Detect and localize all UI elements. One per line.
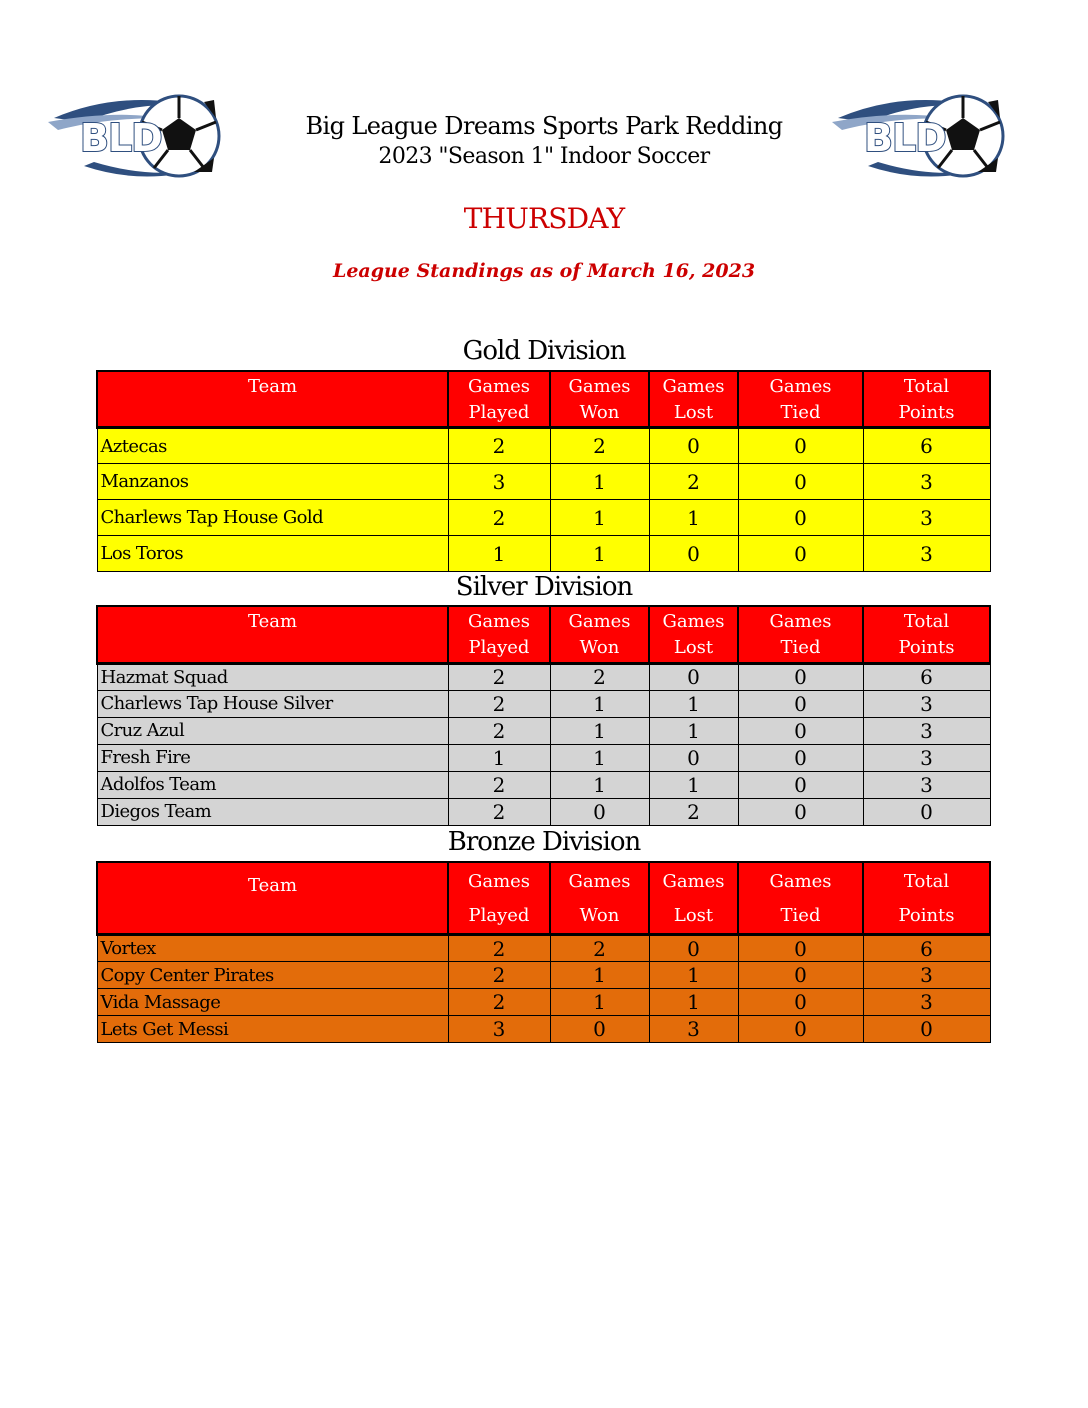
- team-name: Vida Massage: [97, 989, 448, 1016]
- team-name: Cruz Azul: [97, 717, 448, 744]
- bronze-division-table: [96, 861, 991, 1043]
- games-won: 2: [550, 663, 649, 690]
- col-header-team: Team: [97, 606, 448, 663]
- games-tied: 0: [738, 962, 863, 989]
- bronze-division-title: Bronze Division: [447, 827, 641, 857]
- col-header-games-lost: Games Lost: [649, 606, 738, 663]
- games-lost: 2: [649, 798, 738, 825]
- silver-division-title: Silver Division: [455, 572, 633, 602]
- team-name: Copy Center Pirates: [97, 962, 448, 989]
- total-points: 6: [863, 428, 990, 464]
- total-points: 3: [863, 771, 990, 798]
- games-lost: 1: [649, 690, 738, 717]
- col-header-games-tied: Games Tied: [738, 371, 863, 428]
- total-points: 0: [863, 798, 990, 825]
- games-tied: 0: [738, 500, 863, 536]
- games-tied: 0: [738, 428, 863, 464]
- team-name: Lets Get Messi: [97, 1016, 448, 1043]
- team-name: Vortex: [97, 935, 448, 962]
- table-row: [97, 744, 990, 771]
- games-lost: 1: [649, 989, 738, 1016]
- col-header-team: Team: [97, 862, 448, 935]
- games-lost: 1: [649, 962, 738, 989]
- col-header-total-points: Total Points: [863, 862, 990, 935]
- games-lost: 0: [649, 428, 738, 464]
- team-name: Diegos Team: [97, 798, 448, 825]
- col-header-games-played: Games Played: [448, 862, 550, 935]
- total-points: 3: [863, 962, 990, 989]
- games-played: 2: [448, 717, 550, 744]
- total-points: 6: [863, 663, 990, 690]
- games-won: 1: [550, 536, 649, 572]
- col-header-games-won: Games Won: [550, 371, 649, 428]
- col-header-games-tied: Games Tied: [738, 606, 863, 663]
- total-points: 0: [863, 1016, 990, 1043]
- games-lost: 0: [649, 663, 738, 690]
- table-row: [97, 771, 990, 798]
- total-points: 3: [863, 717, 990, 744]
- col-header-games-played: Games Played: [448, 606, 550, 663]
- games-won: 0: [550, 798, 649, 825]
- games-tied: 0: [738, 690, 863, 717]
- total-points: 3: [863, 536, 990, 572]
- col-header-games-tied: Games Tied: [738, 862, 863, 935]
- games-lost: 3: [649, 1016, 738, 1043]
- col-header-games-lost: Games Lost: [649, 371, 738, 428]
- table-row: [97, 500, 990, 536]
- gold-division-table: [96, 370, 991, 572]
- games-lost: 1: [649, 771, 738, 798]
- team-name: Aztecas: [97, 428, 448, 464]
- games-tied: 0: [738, 989, 863, 1016]
- logo-text: BLD: [80, 116, 162, 160]
- games-tied: 0: [738, 663, 863, 690]
- table-row: [97, 962, 990, 989]
- games-tied: 0: [738, 536, 863, 572]
- games-played: 3: [448, 464, 550, 500]
- games-won: 2: [550, 428, 649, 464]
- total-points: 3: [863, 464, 990, 500]
- games-won: 1: [550, 717, 649, 744]
- standings-date: League Standings as of March 16, 2023: [332, 260, 756, 282]
- games-lost: 0: [649, 536, 738, 572]
- games-lost: 1: [649, 500, 738, 536]
- table-row: [97, 536, 990, 572]
- table-row: [97, 690, 990, 717]
- games-won: 1: [550, 962, 649, 989]
- games-played: 2: [448, 663, 550, 690]
- day-heading: THURSDAY: [463, 202, 625, 235]
- team-name: Fresh Fire: [97, 744, 448, 771]
- table-row: [97, 935, 990, 962]
- games-lost: 0: [649, 744, 738, 771]
- team-name: Los Toros: [97, 536, 448, 572]
- games-won: 1: [550, 744, 649, 771]
- games-won: 0: [550, 1016, 649, 1043]
- table-row: [97, 1016, 990, 1043]
- games-played: 2: [448, 962, 550, 989]
- total-points: 3: [863, 989, 990, 1016]
- games-played: 2: [448, 989, 550, 1016]
- games-lost: 0: [649, 935, 738, 962]
- games-played: 2: [448, 690, 550, 717]
- games-won: 1: [550, 500, 649, 536]
- col-header-games-lost: Games Lost: [649, 862, 738, 935]
- games-lost: 1: [649, 717, 738, 744]
- page-subtitle: 2023 "Season 1" Indoor Soccer: [378, 144, 710, 169]
- games-tied: 0: [738, 717, 863, 744]
- games-tied: 0: [738, 1016, 863, 1043]
- games-played: 2: [448, 500, 550, 536]
- silver-rows: [97, 663, 990, 825]
- col-header-games-won: Games Won: [550, 862, 649, 935]
- table-row: [97, 428, 990, 464]
- games-won: 1: [550, 771, 649, 798]
- logo-text: BLD: [864, 116, 946, 160]
- team-name: Adolfos Team: [97, 771, 448, 798]
- team-name: Charlews Tap House Gold: [97, 500, 448, 536]
- table-row: [97, 717, 990, 744]
- team-name: Manzanos: [97, 464, 448, 500]
- games-lost: 2: [649, 464, 738, 500]
- games-tied: 0: [738, 771, 863, 798]
- table-row: [97, 663, 990, 690]
- team-name: Charlews Tap House Silver: [97, 690, 448, 717]
- games-played: 1: [448, 536, 550, 572]
- col-header-team: Team: [97, 371, 448, 428]
- games-won: 1: [550, 989, 649, 1016]
- total-points: 6: [863, 935, 990, 962]
- page-title: Big League Dreams Sports Park Redding: [305, 112, 783, 140]
- games-won: 2: [550, 935, 649, 962]
- games-tied: 0: [738, 798, 863, 825]
- games-played: 1: [448, 744, 550, 771]
- col-header-total-points: Total Points: [863, 606, 990, 663]
- total-points: 3: [863, 690, 990, 717]
- games-played: 2: [448, 428, 550, 464]
- silver-division-table: [96, 605, 991, 826]
- games-played: 2: [448, 798, 550, 825]
- bronze-rows: [97, 935, 990, 1043]
- games-tied: 0: [738, 744, 863, 771]
- total-points: 3: [863, 744, 990, 771]
- games-won: 1: [550, 690, 649, 717]
- col-header-games-won: Games Won: [550, 606, 649, 663]
- team-name: Hazmat Squad: [97, 663, 448, 690]
- gold-division-title: Gold Division: [462, 336, 626, 366]
- col-header-total-points: Total Points: [863, 371, 990, 428]
- games-played: 2: [448, 771, 550, 798]
- games-tied: 0: [738, 464, 863, 500]
- table-row: [97, 464, 990, 500]
- games-played: 3: [448, 1016, 550, 1043]
- games-tied: 0: [738, 935, 863, 962]
- games-played: 2: [448, 935, 550, 962]
- table-row: [97, 798, 990, 825]
- col-header-games-played: Games Played: [448, 371, 550, 428]
- gold-rows: [97, 428, 990, 572]
- games-won: 1: [550, 464, 649, 500]
- total-points: 3: [863, 500, 990, 536]
- table-row: [97, 989, 990, 1016]
